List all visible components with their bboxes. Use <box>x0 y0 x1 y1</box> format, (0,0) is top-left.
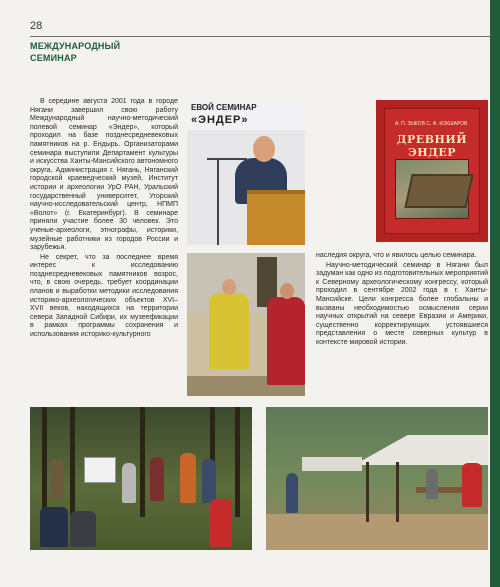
woman-red-dress <box>267 297 305 385</box>
woman-head <box>222 279 236 295</box>
microphone-stand <box>217 160 219 245</box>
section-title-line-1: МЕЖДУНАРОДНЫЙ <box>30 41 121 51</box>
canopy-tent <box>354 435 488 465</box>
person <box>462 463 482 507</box>
paragraph: наследия округа, что и явилось целью семинара. <box>316 252 477 259</box>
fortress-shape <box>404 174 473 208</box>
person <box>426 469 438 499</box>
forest-tents-photo <box>266 407 488 550</box>
person <box>210 499 232 547</box>
person <box>70 511 96 547</box>
person <box>180 453 196 503</box>
person <box>286 473 298 513</box>
microphone-arm <box>207 158 247 160</box>
book-authors: А. П. ЗЫКОВ С. Ф. КОКШАРОВ <box>395 121 468 127</box>
tree-trunk <box>42 407 47 517</box>
speaker-head <box>253 136 275 162</box>
tree-trunk <box>235 407 240 517</box>
canopy-tent <box>302 457 362 471</box>
white-board <box>84 457 116 483</box>
banner-line-1: ЕВОЙ СЕМИНАР <box>191 103 257 112</box>
person <box>40 507 68 547</box>
woman-yellow-dress <box>209 293 249 369</box>
person <box>50 459 64 499</box>
tent-pole <box>366 462 369 522</box>
person <box>122 463 136 503</box>
tent-pole <box>396 462 399 522</box>
paragraph: Научно-методический семинар в Нягани был задуман как одно из подготовительных мероприятий к Северному археологическому конгрессу, который проходил в сентябре 2002 года в г. Ханты-Мансийске. Цели конгресса более глобальны и вызваны необходимостью осмысления серии научных открытий на севере Евразии и Америки, существенно корректирующих устоявшиеся представления о месте северных культур в контексте мировой истории. <box>316 261 488 346</box>
tree-trunk <box>140 407 145 517</box>
person <box>150 457 164 501</box>
person <box>202 459 216 503</box>
book-cover-frame <box>384 108 480 234</box>
section-title-line-2: СЕМИНАР <box>30 53 77 63</box>
woman-head <box>280 283 294 299</box>
tree-trunk <box>70 407 75 517</box>
seminar-banner <box>187 100 305 130</box>
header-rule <box>30 36 490 37</box>
left-text-column <box>30 98 178 340</box>
ground <box>266 514 488 550</box>
book-cover-photo <box>376 100 488 242</box>
paragraph: В середине августа 2001 года в городе Нягани завершил свою работу Международный научно-методический полевой семинар «Эндер», который проходил на базе позднесредневековых памятников на р. Ендырь. Организаторами семинара выступили Департамент культуры и искусства Ханты-Мансийского автономного округа, Администрация г. Нягань, Няганский городской краеведческий музей, Институт истории и археологии УрО РАН, Уральский государственный университет, Угорский научно-исследовательский центр, НПМП «Волот» (г. Екатеринбург). В семинаре приняли участие более 30 человек. Это ученые-археологи, этнографы, историки, музейные работники из городов России и зарубежья. <box>30 98 178 252</box>
section-title <box>30 40 120 64</box>
podium <box>247 190 305 245</box>
forest-group-photo <box>30 407 252 550</box>
book-title: ДРЕВНИЙ ЭНДЕР <box>396 133 468 159</box>
page-edge-strip <box>490 0 500 587</box>
page-number: 28 <box>30 20 43 32</box>
banner-line-2: «ЭНДЕР» <box>191 114 249 126</box>
right-text-column <box>316 252 488 348</box>
fortress-illustration <box>395 159 469 219</box>
paragraph: Не секрет, что за последнее время интерес к исследованию позднесредневековых памятников возрос, что, в свою очередь, требует координации планов и выработки методики исследования историко-археологических объектов XVI–XVII веков, находящихся на территории севера Западной Сибири, их музеефикации в рамках программы сохранения и использования историко-культурного <box>30 253 178 339</box>
speaker-photo <box>187 100 305 245</box>
costumed-women-photo <box>187 253 305 396</box>
